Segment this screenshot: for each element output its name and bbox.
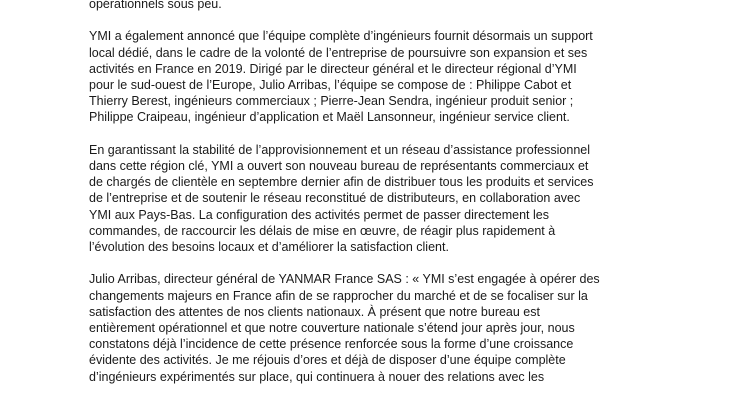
paragraph-quote: Julio Arribas, directeur général de YANMAR France SAS : « YMI s’est engagée à opérer des changements majeurs en France afin de se rapprocher du marché et de se focaliser sur la satisfaction des attentes de nos clients nationaux. À présent que notre bureau est entièrement opérationnel et que notre couverture nationale s’étend jour après jour, nous constatons déjà l’incidence de cette présence renforcée sous la forme d’une croissance évidente des activités. Je me réjouis d’ores et déjà de disposer d’une équipe complète d’ingénieurs expérimentés sur place, qui continuera à nouer des relations avec les <box>89 272 600 384</box>
paragraph-team-announcement: YMI a également annoncé que l’équipe complète d’ingénieurs fournit désormais un support local dédié, dans le cadre de la volonté de l’entreprise de poursuivre son expansion et ses activités en France en 2019. Dirigé par le directeur général et le directeur régional d’YMI pour le sud-ouest de l’Europe, Julio Arribas, l’équipe se compose de : Philippe Cabot et Thierry Berest, ingénieurs commerciaux ; Pierre-Jean Sendra, ingénieur produit senior ; Philippe Craipeau, ingénieur d’application et Maël Lansonneur, ingénieur service client. <box>89 29 593 125</box>
paragraph-intro-tail: opérationnels sous peu. <box>89 0 222 11</box>
paragraph-office-opening: En garantissant la stabilité de l’approvisionnement et un réseau d’assistance professionnel dans cette région clé, YMI a ouvert son nouveau bureau de représentants commerciaux et de chargés de clientèle en septembre dernier afin de distribuer tous les produits et services de l’entreprise et de soutenir le réseau reconstitué de distributeurs, en collaboration avec YMI aux Pays-Bas. La configuration des activités permet de passer directement les commandes, de raccourcir les délais de mise en œuvre, de réagir plus rapidement à l’évolution des besoins locaux et d’améliorer la satisfaction client. <box>89 142 594 255</box>
document-body <box>89 0 669 401</box>
